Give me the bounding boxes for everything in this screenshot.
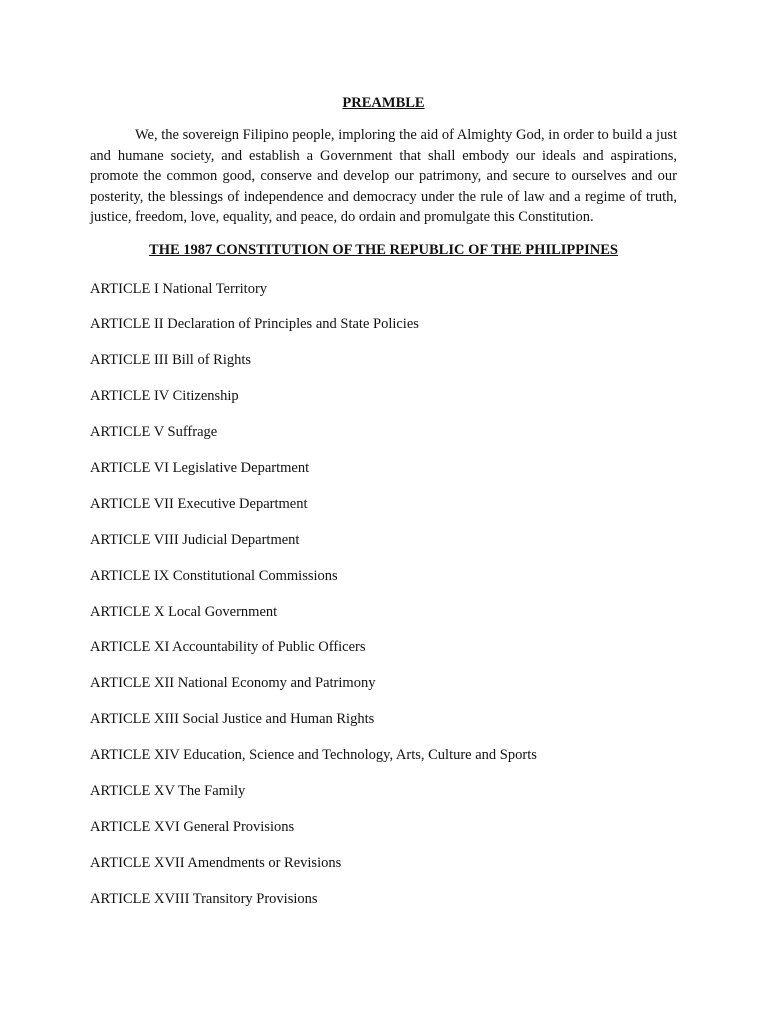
article-item: ARTICLE X Local Government (90, 603, 278, 620)
article-item: ARTICLE XIV Education, Science and Technology, Arts, Culture and Sports (90, 747, 537, 764)
article-item: ARTICLE XIII Social Justice and Human Rights (90, 711, 375, 728)
article-item: ARTICLE XVIII Transitory Provisions (90, 890, 318, 907)
article-list (90, 279, 677, 909)
article-item: ARTICLE VIII Judicial Department (90, 531, 300, 548)
document-page (90, 93, 677, 925)
article-item: ARTICLE V Suffrage (90, 424, 218, 441)
article-item: ARTICLE XI Accountability of Public Officers (90, 639, 366, 656)
article-item: ARTICLE II Declaration of Principles and State Policies (90, 316, 419, 333)
article-item: ARTICLE VII Executive Department (90, 495, 308, 512)
article-item: ARTICLE XII National Economy and Patrimony (90, 675, 376, 692)
preamble-text: We, the sovereign Filipino people, imploring the aid of Almighty God, in order to build a just and humane society, and establish a Government that shall embody our ideals and aspirations, promote the common good, conserve and develop our patrimony, and secure to ourselves and our posterity, the blessings of independence and democracy under the rule of law and a regime of truth, justice, freedom, love, equality, and peace, do ordain and promulgate this Constitution. (90, 127, 677, 225)
article-item: ARTICLE IX Constitutional Commissions (90, 567, 338, 584)
article-item: ARTICLE XVII Amendments or Revisions (90, 854, 342, 871)
article-item: ARTICLE VI Legislative Department (90, 459, 310, 476)
article-item: ARTICLE IV Citizenship (90, 388, 239, 405)
preamble-title: PREAMBLE (342, 95, 425, 111)
article-item: ARTICLE I National Territory (90, 280, 268, 297)
article-item: ARTICLE III Bill of Rights (90, 352, 252, 369)
article-item: ARTICLE XVI General Provisions (90, 818, 295, 835)
constitution-title: THE 1987 CONSTITUTION OF THE REPUBLIC OF THE PHILIPPINES (149, 241, 618, 258)
article-item: ARTICLE XV The Family (90, 782, 246, 799)
